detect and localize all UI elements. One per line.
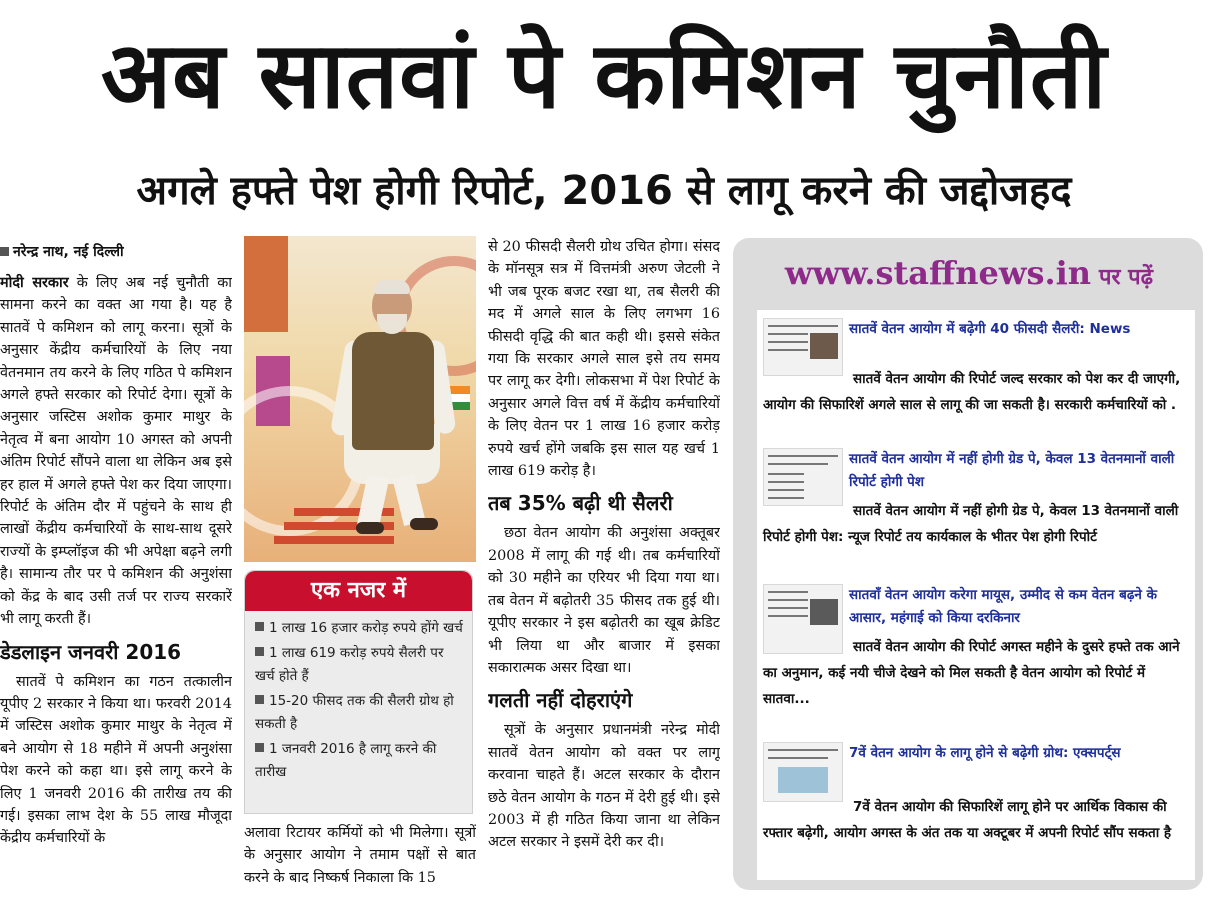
news-summary: सातवें वेतन आयोग की रिपोर्ट जल्द सरकार को पेश कर दी जाएगी, आयोग की सिफारिशें अगले साल से लागू की जा सकती है। सरकारी कर्मचारियों को . (763, 371, 1181, 413)
news-title-link[interactable]: 7वें वेतन आयोग के लागू होने से बढ़ेगी ग्रोथ: एक्सपर्ट्स (849, 745, 1121, 761)
glance-item: 1 लाख 619 करोड़ रुपये सैलरी पर खर्च होते हैं (255, 645, 444, 684)
headline: अब सातवां पे कमिशन चुनौती (100, 22, 1108, 129)
square-bullet-icon (255, 622, 264, 631)
byline-text: नरेन्द्र नाथ, नई दिल्ली (13, 244, 124, 260)
news-summary: सातवें वेतन आयोग की रिपोर्ट अगस्त महीने के दुसरे हफ्ते तक आने का अनुमान, कई नयी चीजे देखने को मिल सकती है वेतन आयोग को रिपोर्ट में सातवा... (763, 639, 1180, 707)
news-list (757, 310, 1195, 880)
square-bullet-icon (255, 743, 264, 752)
news-title-link[interactable]: सातवें वेतन आयोग में नहीं होगी ग्रेड पे, केवल 13 वेतनमानों वाली रिपोर्ट होगी पेश (849, 451, 1175, 490)
article-column-2 (244, 822, 476, 900)
article-column-3 (488, 236, 720, 900)
news-summary: सातवें वेतन आयोग में नहीं होगी ग्रेड पे, केवल 13 वेतनमानों वाली रिपोर्ट होगी पेश: न्यूज रिपोर्ट तय कार्यकाल के भीतर पेश होगी रिपोर्ट (763, 503, 1179, 545)
staffnews-panel (733, 238, 1203, 890)
paragraph-modi: सूत्रों के अनुसार प्रधानमंत्री नरेन्द्र मोदी सातवें वेतन आयोग को वक्त पर लागू करवाना चाहते हैं। अटल सरकार के दौरान छठे वेतन आयोग के गठन में देरी हुई थी। इसे 2003 में ही गठित किया जाना था लेकिन अटल सरकार ने इसमें देरी कर दी। (488, 722, 720, 851)
subhead-35-percent: तब 35% बढ़ी थी सैलरी (488, 491, 673, 516)
glance-list (245, 611, 472, 784)
byline (0, 242, 232, 262)
paragraph-sixth-commission: छठा वेतन आयोग की अनुशंसा अक्तूबर 2008 में लागू की गई थी। तब कर्मचारियों को 30 महीने का एरियर भी दिया गया था। तब वेतन में बढ़ोतरी 35 फीसद तक हुई थी। यूपीए सरकार ने इस बढ़ोतरी का खूब क्रेडिट भी लिया था और बाजार में इसका सकारात्मक असर दिखा था। (488, 525, 720, 676)
subhead-no-mistake: गलती नहीं दोहराएंगे (488, 688, 633, 713)
article-column-1 (0, 242, 232, 897)
news-thumbnail (763, 742, 843, 802)
square-bullet-icon (255, 695, 264, 704)
subhead-deadline: डेडलाइन जनवरी 2016 (0, 639, 182, 664)
lead-bold-text: मोदी सरकार (0, 274, 69, 291)
news-title-link[interactable]: सातवें वेतन आयोग में बढ़ेगी 40 फीसदी सैलरी: News (849, 321, 1131, 337)
news-summary: 7वें वेतन आयोग की सिफारिशें लागू होने पर आर्थिक विकास की रफ्तार बढ़ेगी, आयोग अगस्त के अंत तक या अक्टूबर में अपनी रिपोर्ट सौंप सकता है (763, 799, 1172, 841)
lead-text: के लिए अब नई चुनौती का सामना करने का वक्त आ गया है। यह है सातवें पे कमिशन को लागू करना। सूत्रों के अनुसार केंद्रीय कर्मचारियों के लिए नया वेतनमान तय करने के लिए गठित पे कमिशन अगले हफ्ते सरकार को रिपोर्ट देगा। सूत्रों के अनुसार जस्टिस अशोक कुमार माथुर के नेतृत्व में बना आयोग 10 अगस्त को अपनी अंतिम रिपोर्ट सौंपने वाला था लेकिन अब इसे हर हाल में अगले हफ्ते पेश कर दिया जाएगा। रिपोर्ट के अंतिम दौर में पहुंचने के साथ ही लाखों केंद्रीय कर्मचारियों के साथ-साथ दूसरे राज्यों के इम्प्लॉइज की भी अपेक्षा बढ़ने लगी है। सामान्य तौर पर पे कमिशन की अनुशंसा को केंद्र के बाद उसी तर्ज पर राज्य सरकारें भी लागू करती हैं। (0, 275, 232, 628)
paragraph-growth: से 20 फीसदी सैलरी ग्रोथ उचित होगा। संसद के मॉनसूत्र सत्र में वित्तमंत्री अरुण जेटली ने भी जब पूरक बजट रखा था, तब सैलरी की मद में अगले साल के लिए लगभग 16 फीसदी वृद्धि की बात कही थी। इससे संकेत गया कि सरकार अगले साल इसे तय समय पर लागू कर देगी। लोकसभा में पेश रिपोर्ट के अनुसार अगले वित्त वर्ष में केंद्रीय कर्मचारियों के लिए वेतन पर 1 लाख 16 हजार करोड़ रुपये खर्च होंगे जबकि इस साल यह खर्च 1 लाख 619 करोड़ है। (488, 239, 720, 480)
lead-paragraph (0, 272, 232, 631)
glance-item: 1 लाख 16 हजार करोड़ रुपये होंगे खर्च (255, 617, 464, 640)
subheadline: अगले हफ्ते पेश होगी रिपोर्ट, 2016 से लागू करने की जद्दोजहद (136, 168, 1072, 214)
site-url-link[interactable]: www.staffnews.in (784, 254, 1092, 292)
glance-item: 1 जनवरी 2016 है लागू करने की तारीख (255, 741, 437, 780)
glance-item: 15-20 फीसद तक की सैलरी ग्रोथ हो सकती है (255, 693, 454, 732)
site-banner (739, 248, 1199, 298)
square-bullet-icon (0, 247, 9, 256)
site-suffix: पर पढ़ें (1099, 265, 1154, 290)
paragraph-deadline: सातवें पे कमिशन का गठन तत्कालीन यूपीए 2 सरकार ने किया था। फरवरी 2014 में जस्टिस अशोक कुमार माथुर के नेतृत्व में बने आयोग से 18 महीने में अपनी अनुशंसा पेश करने को कहा था। इसे लागू करने के लिए 1 जनवरी 2016 की तारीख तय की गई। इसका लाभ देश के 55 लाख मौजूदा केंद्रीय कर्मचारियों के (0, 673, 232, 847)
paragraph-col2: अलावा रिटायर कर्मियों को भी मिलेगा। सूत्रों के अनुसार आयोग ने तमाम पक्षों से बात करने के बाद निष्कर्ष निकाला कि 15 (244, 825, 476, 886)
at-a-glance-box (244, 570, 473, 814)
glance-title: एक नजर में (245, 571, 472, 611)
square-bullet-icon (255, 647, 264, 656)
modi-photo (244, 236, 476, 562)
news-title-link[interactable]: सातवाँ वेतन आयोग करेगा मायूस, उम्मीद से कम वेतन बढ़ने के आसार, महंगाई को किया दरकिनार (849, 587, 1157, 626)
